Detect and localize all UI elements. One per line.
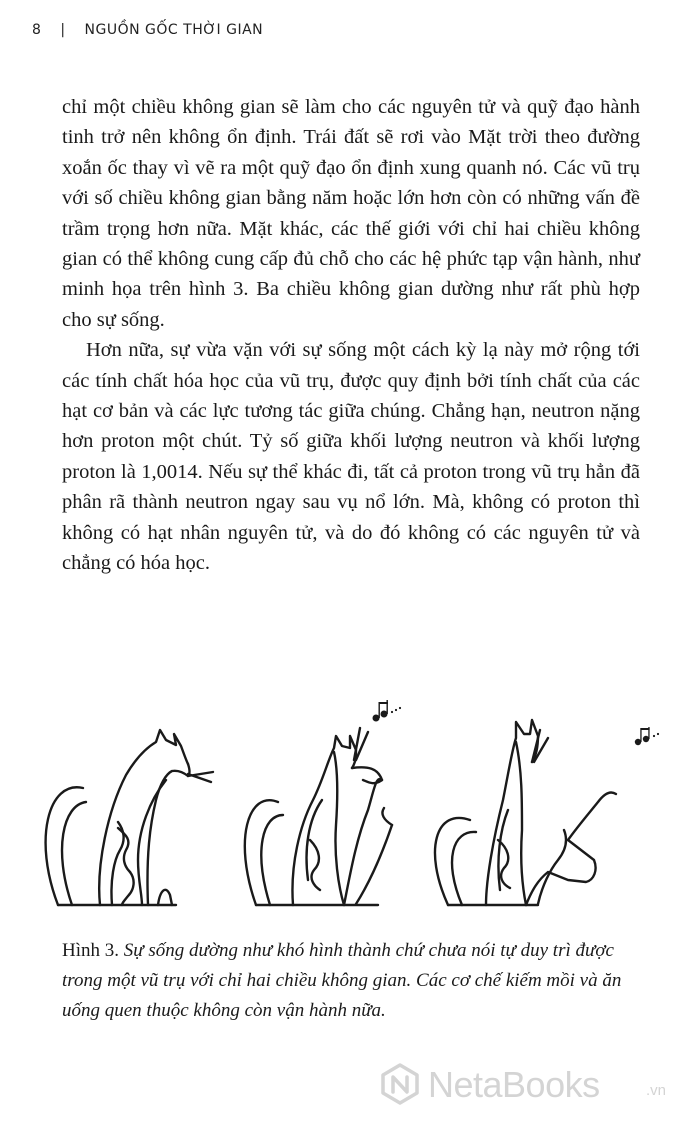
page-number: 8 — [32, 22, 42, 38]
figure-cats-illustration — [38, 690, 668, 920]
caption-text: Sự sống dường như khó hình thành chứ chưa nói tự duy trì được trong một vũ trụ với chỉ hai chiều không gian. Các cơ chế kiếm mồi và ăn uống quen thuộc không còn vận hành nữa. — [62, 940, 622, 1021]
header-separator: | — [60, 22, 66, 38]
cat-illustration-2 — [245, 728, 392, 905]
netabooks-logo-icon — [378, 1062, 422, 1106]
watermark — [378, 1062, 678, 1106]
cat-illustration-3 — [435, 720, 616, 905]
caption-label: Hình 3. — [62, 940, 119, 961]
music-notes-icon-2 — [635, 727, 659, 745]
body-text — [62, 92, 640, 579]
cat-illustration-1 — [46, 730, 213, 905]
running-head — [32, 22, 263, 38]
music-notes-icon-1 — [373, 700, 402, 722]
watermark-brand: NetaBooks — [428, 1064, 600, 1105]
running-title: NGUỒN GỐC THỜI GIAN — [84, 22, 264, 38]
figure-caption — [62, 936, 642, 1026]
paragraph-1: chỉ một chiều không gian sẽ làm cho các nguyên tử và quỹ đạo hành tinh trở nên không ổn định. Trái đất sẽ rơi vào Mặt trời theo đường xoắn ốc thay vì vẽ ra một quỹ đạo ổn định xung quanh nó. Các vũ trụ với số chiều không gian bằng năm hoặc lớn hơn còn có những vấn đề trầm trọng hơn nữa. Mặt khác, các thế giới với chỉ hai chiều không gian có thể không cung cấp đủ chỗ cho các hệ phức tạp vận hành, như minh họa trên hình 3. Ba chiều không gian dường như rất phù hợp cho sự sống. — [62, 96, 640, 331]
watermark-suffix: .vn — [646, 1082, 667, 1099]
paragraph-2: Hơn nữa, sự vừa vặn với sự sống một cách kỳ lạ này mở rộng tới các tính chất hóa học của vũ trụ, được quy định bởi tính chất của các hạt cơ bản và các lực tương tác giữa chúng. Chẳng hạn, neutron nặng hơn proton một chút. Tỷ số giữa khối lượng neutron và khối lượng proton là 1,0014. Nếu sự thể khác đi, tất cả proton trong vũ trụ hẳn đã phân rã thành neutron ngay sau vụ nổ lớn. Mà, không có proton thì không có hạt nhân nguyên tử, và do đó không có các nguyên tử và chẳng có hóa học. — [62, 339, 640, 575]
